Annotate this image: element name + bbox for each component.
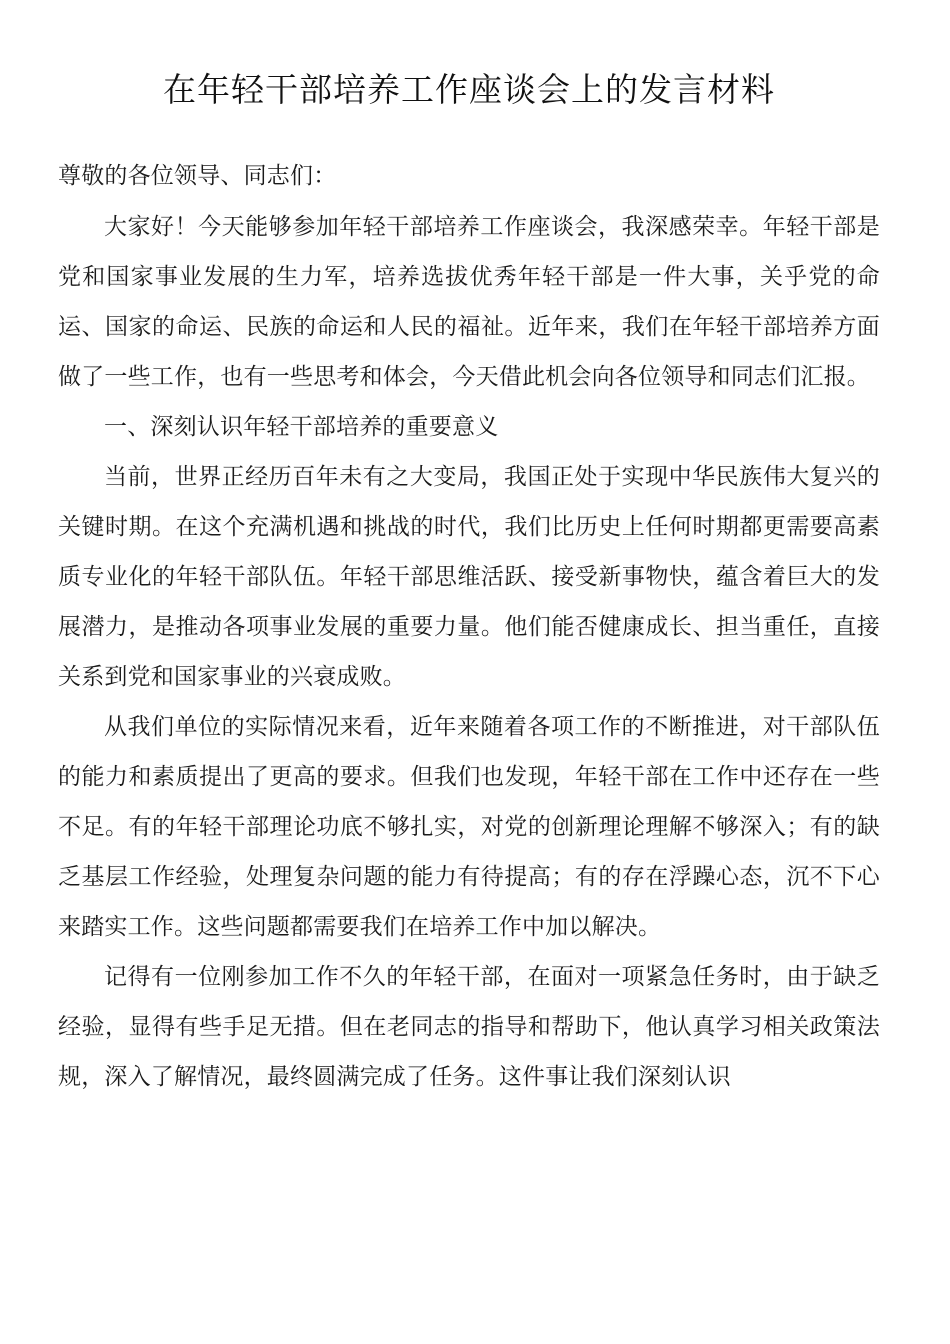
paragraph-intro: 大家好！今天能够参加年轻干部培养工作座谈会，我深感荣幸。年轻干部是党和国家事业发展的生力军，培养选拔优秀年轻干部是一件大事，关乎党的命运、国家的命运、民族的命运和人民的福祉。近年来，我们在年轻干部培养方面做了一些工作，也有一些思考和体会，今天借此机会向各位领导和同志们汇报。 [58, 214, 880, 390]
section-heading: 一、深刻认识年轻干部培养的重要意义 [104, 414, 499, 440]
document-title: 在年轻干部培养工作座谈会上的发言材料 [163, 70, 775, 109]
paragraph: 从我们单位的实际情况来看，近年来随着各项工作的不断推进，对干部队伍的能力和素质提出了更高的要求。但我们也发现，年轻干部在工作中还存在一些不足。有的年轻干部理论功底不够扎实，对党的创新理论理解不够深入；有的缺乏基层工作经验，处理复杂问题的能力有待提高；有的存在浮躁心态，沉不下心来踏实工作。这些问题都需要我们在培养工作中加以解决。 [58, 714, 880, 940]
paragraph: 当前，世界正经历百年未有之大变局，我国正处于实现中华民族伟大复兴的关键时期。在这个充满机遇和挑战的时代，我们比历史上任何时期都更需要高素质专业化的年轻干部队伍。年轻干部思维活跃、接受新事物快，蕴含着巨大的发展潜力，是推动各项事业发展的重要力量。他们能否健康成长、担当重任，直接关系到党和国家事业的兴衰成败。 [58, 464, 880, 690]
paragraph: 记得有一位刚参加工作不久的年轻干部，在面对一项紧急任务时，由于缺乏经验，显得有些手足无措。但在老同志的指导和帮助下，他认真学习相关政策法规，深入了解情况，最终圆满完成了任务。这件事让我们深刻认识 [58, 964, 880, 1090]
salutation: 尊敬的各位领导、同志们： [58, 163, 337, 189]
document-body [58, 158, 880, 1102]
